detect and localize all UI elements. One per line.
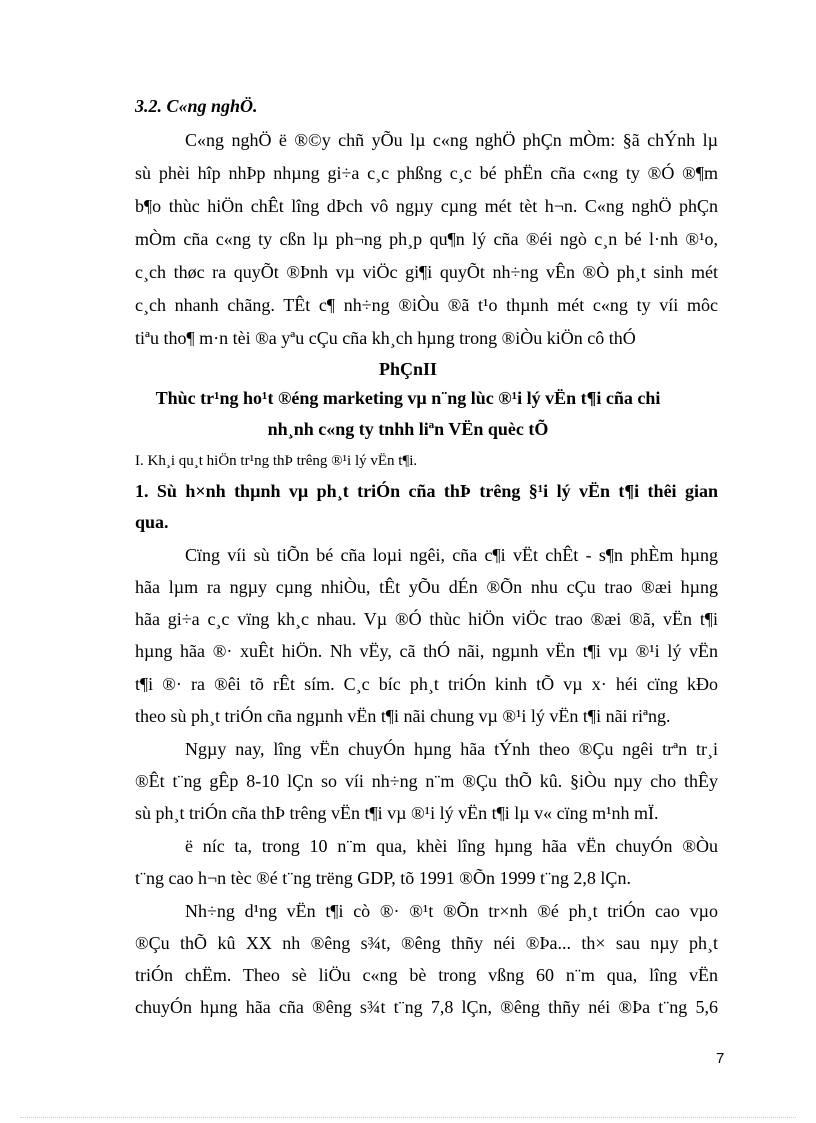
- para1-line: c¸ch thøc ra quyÕt ®Þnh vµ viÖc gi¶i quyÕt nh÷ng vÊn ®Ò ph¸t sinh mét: [135, 262, 718, 282]
- para1-line: b¶o thùc hiÖn chÊt lîng dÞch vô ngµy cµng mét tèt h¬n. C«ng nghÖ phÇn: [135, 196, 718, 216]
- para2-line: Cïng víi sù tiÕn bé cña loµi ngêi, cña c¶i vËt chÊt - s¶n phÈm hµng: [185, 545, 718, 565]
- para1-line: mÒm cña c«ng ty cßn lµ ph¬ng ph¸p qu¶n lý cña ®éi ngò c¸n bé l·nh ®¹o,: [135, 229, 718, 249]
- subsection-heading: I. Kh¸i qu¸t hiÖn tr¹ng thÞ trêng ®¹i lý vËn t¶i.: [135, 453, 418, 469]
- para1-line: tiªu tho¶ m·n tèi ®a yªu cÇu cña kh¸ch hµng trong ®iÒu kiÖn cô thÓ: [135, 328, 636, 348]
- page-bottom-divider: [20, 1117, 796, 1118]
- para1-line: C«ng nghÖ ë ®©y chñ yÕu lµ c«ng nghÖ phÇn mÒm: §ã chÝnh lµ: [185, 130, 718, 150]
- para5-line: chuyÓn hµng hãa cña ®êng s¾t t¨ng 7,8 lÇn, ®êng thñy néi ®Þa t¨ng 5,6: [135, 997, 718, 1017]
- para2-line: hãa gi÷a c¸c vïng kh¸c nhau. Vµ ®Ó thùc hiÖn viÖc trao ®æi ®ã, vËn t¶i: [135, 609, 718, 629]
- section-heading: 3.2. C«ng nghÖ.: [135, 96, 258, 116]
- para5-line: ®Çu thÕ kû XX nh ®êng s¾t, ®êng thñy néi ®Þa... th× sau nµy ph¸t: [135, 933, 718, 953]
- para3-line: ®Êt t¨ng gÊp 8-10 lÇn so víi nh÷ng n¨m ®Çu thÕ kû. §iÒu nµy cho thÊy: [135, 771, 718, 791]
- para3-line: Ngµy nay, lîng vËn chuyÓn hµng hãa tÝnh theo ®Çu ngêi trªn tr¸i: [185, 739, 718, 759]
- part-subtitle-line: nh¸nh c«ng ty tnhh liªn VËn quèc tÕ: [267, 419, 549, 439]
- part-title: PhÇnII: [378, 359, 438, 379]
- para2-line: hãa lµm ra ngµy cµng nhiÒu, tÊt yÕu dÉn ®Õn nhu cÇu trao ®æi hµng: [135, 577, 718, 597]
- para2-line: hµng hãa ®· xuÊt hiÖn. Nh vËy, cã thÓ nãi, ngµnh vËn t¶i vµ ®¹i lý vËn: [135, 641, 718, 661]
- para1-line: sù phèi hîp nhÞp nhµng gi÷a c¸c phßng c¸c bé phËn cña c«ng ty ®Ó ®¶m: [135, 163, 718, 183]
- para5-line: triÓn chËm. Theo sè liÖu c«ng bè trong vßng 60 n¨m qua, lîng vËn: [135, 965, 718, 985]
- page-number: 7: [716, 1050, 725, 1067]
- para4-line: t¨ng cao h¬n tèc ®é t¨ng trëng GDP, tõ 1991 ®Õn 1999 t¨ng 2,8 lÇn.: [135, 868, 631, 888]
- heading-1-line: 1. Sù h×nh thµnh vµ ph¸t triÓn cña thÞ trêng §¹i lý vËn t¶i thêi gian: [135, 481, 718, 501]
- heading-1-line: qua.: [135, 512, 169, 532]
- para4-line: ë níc ta, trong 10 n¨m qua, khèi lîng hµng hãa vËn chuyÓn ®Òu: [185, 836, 718, 856]
- para2-line: t¶i ®· ra ®êi tõ rÊt sím. C¸c bíc ph¸t triÓn kinh tÕ vµ x· héi cïng kÐo: [135, 674, 718, 694]
- para1-line: c¸ch nhanh chãng. TÊt c¶ nh÷ng ®iÒu ®ã t¹o thµnh mét c«ng ty víi môc: [135, 295, 718, 315]
- para2-line: theo sù ph¸t triÓn cña ngµnh vËn t¶i nãi chung vµ ®¹i lý vËn t¶i nãi riªng.: [135, 706, 671, 726]
- part-subtitle-line: Thùc tr¹ng ho¹t ®éng marketing vµ n¨ng lùc ®¹i lý vËn t¶i cña chi: [155, 388, 661, 408]
- para3-line: sù ph¸t triÓn cña thÞ trêng vËn t¶i vµ ®¹i lý vËn t¶i lµ v« cïng m¹nh mÏ.: [135, 803, 659, 823]
- para5-line: Nh÷ng d¹ng vËn t¶i cò ®· ®¹t ®Õn tr×nh ®é ph¸t triÓn cao vµo: [185, 901, 718, 921]
